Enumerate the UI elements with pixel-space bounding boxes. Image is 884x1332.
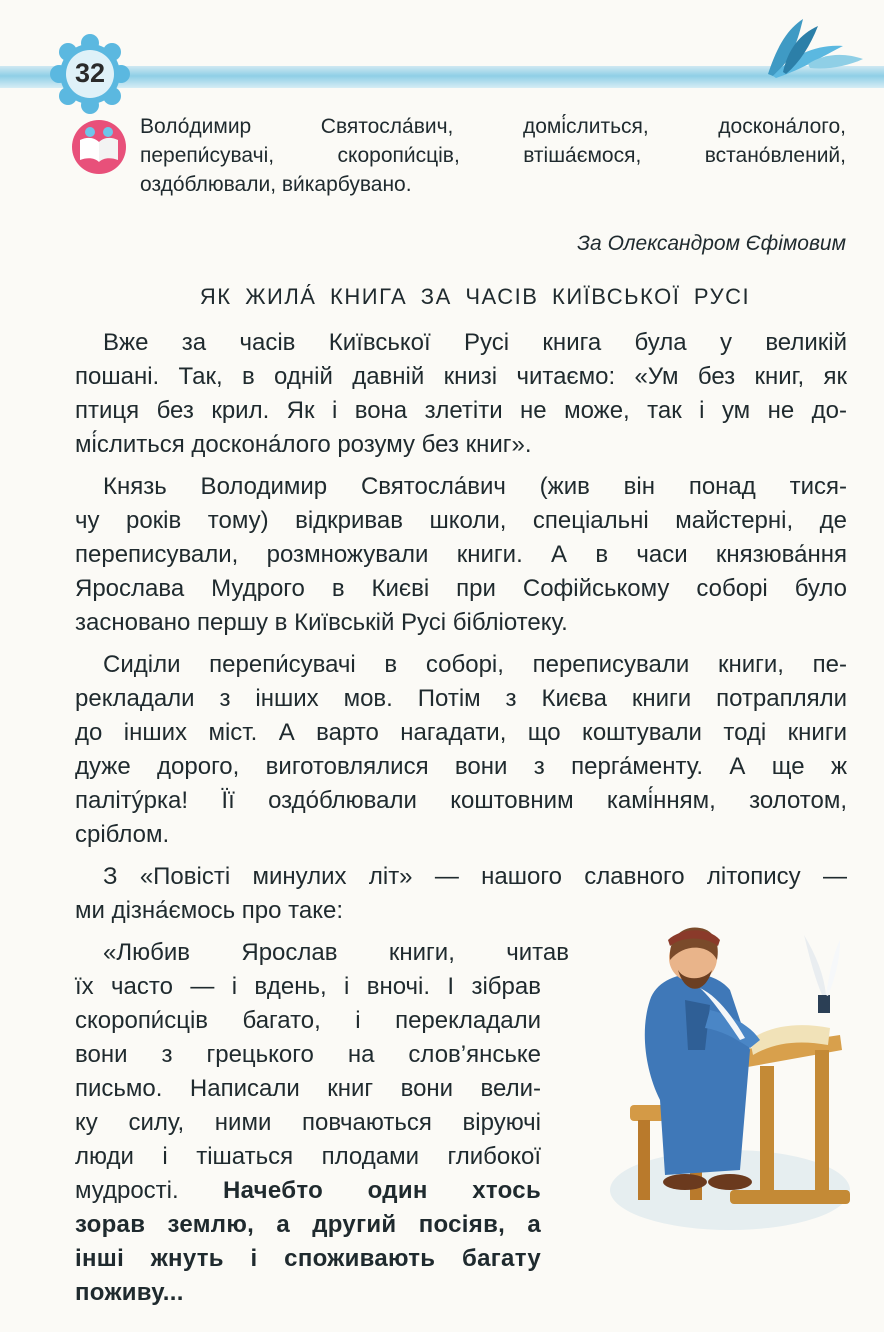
text-line: Сиділи перепи́сувачі в соборі, переписували книги, пе- — [103, 651, 847, 678]
quote-line: їх часто — і вдень, і вночі. І зібрав — [75, 973, 541, 1000]
text-line: палітýрка! Її оздо́блювали коштовним камі́нням, золотом, — [75, 787, 847, 814]
vocabulary-line: Воло́димир Святосла́вич, домі́слиться, доскона́лого, — [140, 115, 846, 138]
quote-line: скоропи́сців багато, і перекладали — [75, 1007, 541, 1034]
text-line: до інших міст. А варто нагадати, що коштували тоді книги — [75, 719, 847, 746]
text-line: пошані. Так, в одній давній книзі читаємо: «Ум без книг, як — [75, 363, 847, 390]
text-line: дуже дорого, виготовлялися вони з перга́менту. А ще ж — [75, 753, 847, 780]
text-line: Вже за часів Київської Русі книга була у великій — [103, 329, 847, 356]
paragraph — [75, 648, 847, 852]
text-line: рекладали з інших мов. Потім з Києва книги потрапляли — [75, 685, 847, 712]
open-book-icon — [70, 118, 128, 176]
text-line: Князь Володимир Святосла́вич (жив він понад тися- — [103, 473, 847, 500]
quote-line: письмо. Написали книг вони вели- — [75, 1075, 541, 1102]
quote-line — [75, 1174, 541, 1208]
text-line: Ярослава Мудрого в Києві при Софійському соборі було — [75, 575, 847, 602]
text-line: сріблом. — [75, 821, 170, 848]
quote-line: «Любив Ярослав книги, читав — [103, 939, 569, 966]
quote-bold-line: поживу... — [75, 1279, 184, 1306]
vocabulary-line: перепи́сувачі, скоропи́сців, втіша́ємося, встано́влений, — [140, 144, 846, 167]
text-line: чу років тому) відкривав школи, спеціальні майстерні, де — [75, 507, 847, 534]
text-line: мі́слиться доскона́лого розуму без книг». — [75, 431, 532, 458]
quote-plain-text: мудрості. — [75, 1177, 179, 1204]
page-title: ЯК ЖИЛА́ КНИГА ЗА ЧАСІВ КИЇВСЬКОЇ РУСІ — [199, 284, 751, 309]
vocabulary-list — [140, 112, 846, 199]
paragraph — [75, 470, 847, 640]
quote-line: ку силу, ними повчаються віруючі — [75, 1109, 541, 1136]
quote-line: вони з грецького на слов’янське — [75, 1041, 541, 1068]
text-line: З «Повісті минулих літ» — нашого славного літопису — — [103, 863, 847, 890]
leaves-ornament-icon — [748, 14, 868, 84]
text-line: переписували, розмножували книги. А в часи князюва́ння — [75, 541, 847, 568]
attribution: За Олександром Єфімовим — [577, 232, 846, 255]
scribe-illustration — [590, 900, 865, 1240]
quote-bold-text: Начебто один хтось — [222, 1177, 542, 1204]
text-line: ми дізна́ємось про таке: — [75, 897, 343, 924]
quote-bold-line: зорав землю, а другий посіяв, а — [75, 1211, 541, 1238]
page-number: 32 — [74, 58, 106, 88]
vocabulary-line: оздо́блювали, ви́карбувано. — [140, 173, 412, 196]
paragraph — [75, 326, 847, 462]
quote-line: люди і тішаться плодами глибокої — [75, 1143, 541, 1170]
text-line: птиця без крил. Як і вона злетіти не може, так і ум не до- — [75, 397, 847, 424]
quote-bold-line: інші жнуть і споживають багату — [75, 1245, 541, 1272]
text-line: засновано першу в Київській Русі бібліотеку. — [75, 609, 568, 636]
